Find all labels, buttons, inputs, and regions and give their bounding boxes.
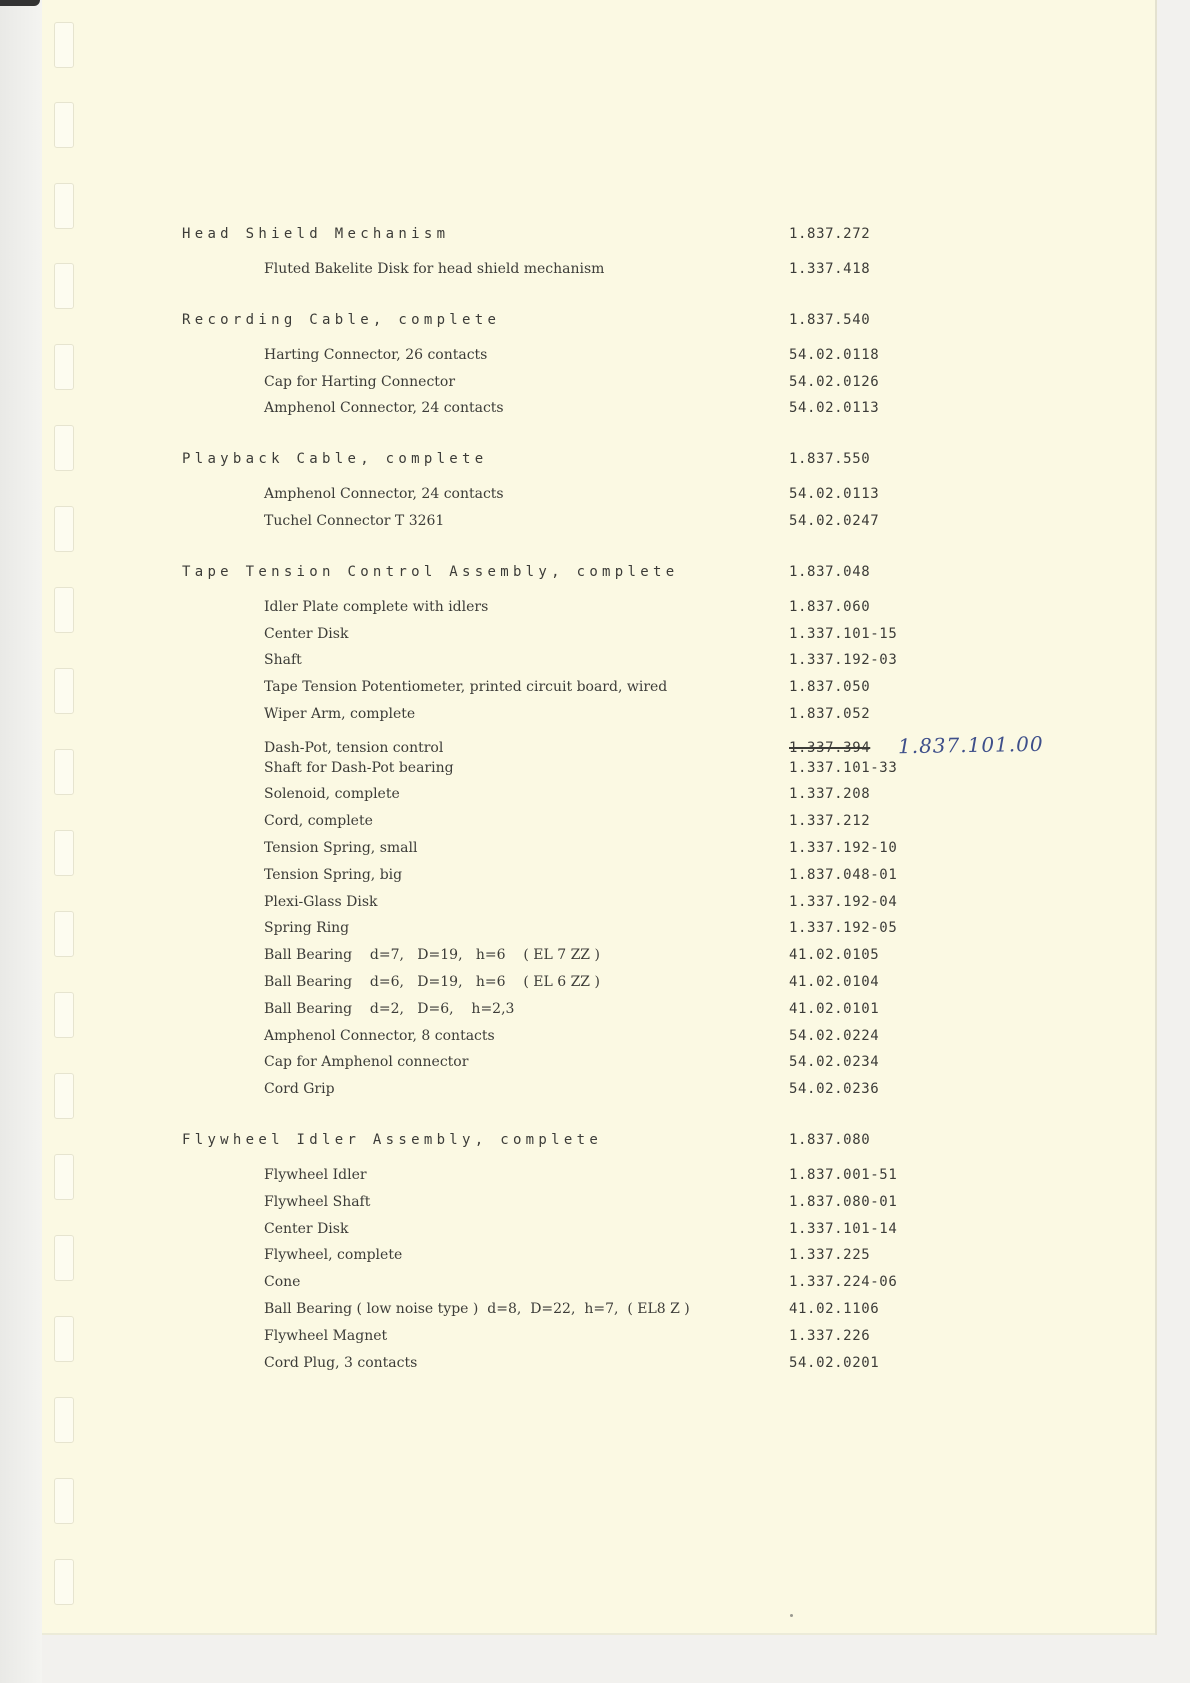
list-item <box>182 947 1082 974</box>
item-label: Tension Spring, small <box>264 839 418 856</box>
parts-section <box>182 1132 1082 1381</box>
item-part-number: 1.837.080-01 <box>789 1193 898 1210</box>
item-part-number: 1.837.052 <box>789 705 871 722</box>
item-label: Spring Ring <box>264 920 350 937</box>
item-part-number: 54.02.0118 <box>789 346 880 363</box>
binder-hole <box>54 992 74 1038</box>
list-item <box>182 261 1082 288</box>
page-mark <box>790 1614 793 1617</box>
list-item <box>182 1001 1082 1028</box>
binder-hole <box>54 183 74 229</box>
section-header <box>182 312 1082 338</box>
handwritten-correction: 1.837.101.00 <box>898 731 1045 759</box>
list-item <box>182 706 1082 733</box>
item-label: Ball Bearing d=7, D=19, h=6 ( EL 7 ZZ ) <box>264 947 600 964</box>
list-item <box>182 760 1082 787</box>
list-item <box>182 1028 1082 1055</box>
section-title: Flywheel Idler Assembly, complete <box>182 1131 603 1148</box>
item-label: Cord, complete <box>264 813 373 830</box>
section-part-number: 1.837.272 <box>789 226 871 242</box>
item-part-number: 1.337.212 <box>789 813 871 830</box>
list-item <box>182 920 1082 947</box>
binder-hole <box>54 1154 74 1200</box>
item-label: Fluted Bakelite Disk for head shield mechanism <box>264 261 605 277</box>
list-item <box>182 1221 1082 1248</box>
item-part-number: 54.02.0236 <box>789 1081 880 1098</box>
section-title: Playback Cable, complete <box>182 451 488 468</box>
item-part-number: 1.337.192-04 <box>789 893 898 910</box>
item-label: Harting Connector, 26 contacts <box>264 346 488 363</box>
item-part-number: 1.337.226 <box>789 1327 871 1344</box>
item-part-number: 54.02.0126 <box>789 373 880 390</box>
list-item <box>182 400 1082 427</box>
binder-hole <box>54 1559 74 1605</box>
binder-hole <box>54 911 74 957</box>
item-label: Tuchel Connector T 3261 <box>264 512 445 529</box>
binder-hole <box>54 668 74 714</box>
list-item <box>182 867 1082 894</box>
list-item <box>182 1301 1082 1328</box>
page-tab-notch <box>1158 1225 1190 1645</box>
section-part-number: 1.837.048 <box>789 563 871 580</box>
item-label: Shaft for Dash-Pot bearing <box>264 759 454 776</box>
item-part-number: 1.337.192-03 <box>789 652 898 669</box>
item-label: Tension Spring, big <box>264 866 403 883</box>
list-item <box>182 626 1082 653</box>
item-label: Flywheel Idler <box>264 1166 367 1183</box>
item-part-number: 54.02.0113 <box>789 486 880 503</box>
scanner-edge <box>0 0 42 1683</box>
item-label: Solenoid, complete <box>264 786 400 803</box>
item-part-number: 1.337.101-15 <box>789 625 898 642</box>
binder-hole <box>54 102 74 148</box>
item-part-number: 1.837.001-51 <box>789 1166 898 1183</box>
item-label: Shaft <box>264 652 302 669</box>
list-item <box>182 733 1082 760</box>
section-header <box>182 1132 1082 1158</box>
item-label: Ball Bearing ( low noise type ) d=8, D=22, h=7, ( EL8 Z ) <box>264 1300 690 1317</box>
item-part-number: 54.02.0224 <box>789 1027 880 1044</box>
parts-section <box>182 312 1082 427</box>
section-header <box>182 564 1082 590</box>
item-part-number: 1.337.192-05 <box>789 920 898 937</box>
item-part-number: 41.02.1106 <box>789 1300 880 1317</box>
list-item <box>182 813 1082 840</box>
parts-section <box>182 564 1082 1108</box>
list-item <box>182 1274 1082 1301</box>
item-label: Center Disk <box>264 1220 349 1237</box>
binder-hole <box>54 1235 74 1281</box>
item-part-number: 1.837.060 <box>789 598 871 615</box>
list-item <box>182 599 1082 626</box>
item-label: Cap for Amphenol connector <box>264 1054 469 1071</box>
item-part-number: 1.337.192-10 <box>789 839 898 856</box>
binder-hole <box>54 1478 74 1524</box>
binder-hole <box>54 344 74 390</box>
list-item <box>182 374 1082 401</box>
item-label: Plexi-Glass Disk <box>264 893 378 910</box>
binder-hole <box>54 1073 74 1119</box>
item-label: Ball Bearing d=6, D=19, h=6 ( EL 6 ZZ ) <box>264 973 600 990</box>
section-title: Head Shield Mechanism <box>182 226 450 242</box>
binder-hole <box>54 830 74 876</box>
item-label: Amphenol Connector, 8 contacts <box>264 1027 495 1044</box>
list-item <box>182 1328 1082 1355</box>
binder-hole <box>54 263 74 309</box>
list-item <box>182 513 1082 540</box>
binder-hole <box>54 22 74 68</box>
binder-hole <box>54 749 74 795</box>
list-item <box>182 1081 1082 1108</box>
item-part-number: 1.337.224-06 <box>789 1274 898 1291</box>
list-item <box>182 1167 1082 1194</box>
section-part-number: 1.837.550 <box>789 451 871 468</box>
section-header <box>182 451 1082 477</box>
item-part-number: 1.337.208 <box>789 786 871 803</box>
item-part-number: 41.02.0101 <box>789 1000 880 1017</box>
list-item <box>182 1194 1082 1221</box>
list-item <box>182 1247 1082 1274</box>
list-item <box>182 1355 1082 1382</box>
item-part-number: 1.337.225 <box>789 1247 871 1264</box>
section-title: Tape Tension Control Assembly, complete <box>182 563 679 580</box>
item-label: Amphenol Connector, 24 contacts <box>264 400 504 417</box>
item-label: Cord Grip <box>264 1081 335 1098</box>
list-item <box>182 679 1082 706</box>
binder-hole <box>54 1397 74 1443</box>
item-part-number: 1.837.048-01 <box>789 866 898 883</box>
item-part-number: 41.02.0105 <box>789 947 880 964</box>
item-label: Flywheel Shaft <box>264 1193 371 1210</box>
item-label: Tape Tension Potentiometer, printed circuit board, wired <box>264 679 668 696</box>
binder-hole <box>54 506 74 552</box>
parts-list <box>182 226 1082 1405</box>
section-part-number: 1.837.080 <box>789 1131 871 1148</box>
parts-section <box>182 451 1082 540</box>
item-label: Flywheel Magnet <box>264 1327 388 1344</box>
item-label: Ball Bearing d=2, D=6, h=2,3 <box>264 1000 515 1017</box>
item-label: Idler Plate complete with idlers <box>264 598 489 615</box>
item-part-number: 1.837.050 <box>789 679 871 696</box>
struck-part-number: 1.337.394 <box>789 739 871 756</box>
list-item <box>182 347 1082 374</box>
list-item <box>182 486 1082 513</box>
section-part-number: 1.837.540 <box>789 311 871 328</box>
item-part-number: 54.02.0234 <box>789 1054 880 1071</box>
list-item <box>182 974 1082 1001</box>
item-part-number: 41.02.0104 <box>789 973 880 990</box>
binder-hole <box>54 425 74 471</box>
item-label: Wiper Arm, complete <box>264 705 416 722</box>
item-part-number: 54.02.0201 <box>789 1354 880 1371</box>
item-part-number: 1.337.101-14 <box>789 1220 898 1237</box>
parts-section <box>182 226 1082 288</box>
item-label: Cone <box>264 1274 301 1291</box>
item-part-number: 54.02.0247 <box>789 512 880 529</box>
list-item <box>182 652 1082 679</box>
binder-hole <box>54 1316 74 1362</box>
binder-holes <box>54 0 76 1683</box>
list-item <box>182 894 1082 921</box>
item-part-number: 1.337.418 <box>789 261 871 277</box>
item-part-number: 54.02.0113 <box>789 400 880 417</box>
list-item <box>182 1054 1082 1081</box>
list-item <box>182 840 1082 867</box>
item-label: Flywheel, complete <box>264 1247 403 1264</box>
item-label: Center Disk <box>264 625 349 642</box>
item-label: Amphenol Connector, 24 contacts <box>264 486 504 503</box>
list-item <box>182 786 1082 813</box>
item-label: Dash-Pot, tension control <box>264 739 444 756</box>
item-part-number: 1.337.101-33 <box>789 759 898 776</box>
item-label: Cap for Harting Connector <box>264 373 456 390</box>
section-title: Recording Cable, complete <box>182 311 501 328</box>
item-label: Cord Plug, 3 contacts <box>264 1354 418 1371</box>
binder-hole <box>54 587 74 633</box>
section-header <box>182 226 1082 252</box>
